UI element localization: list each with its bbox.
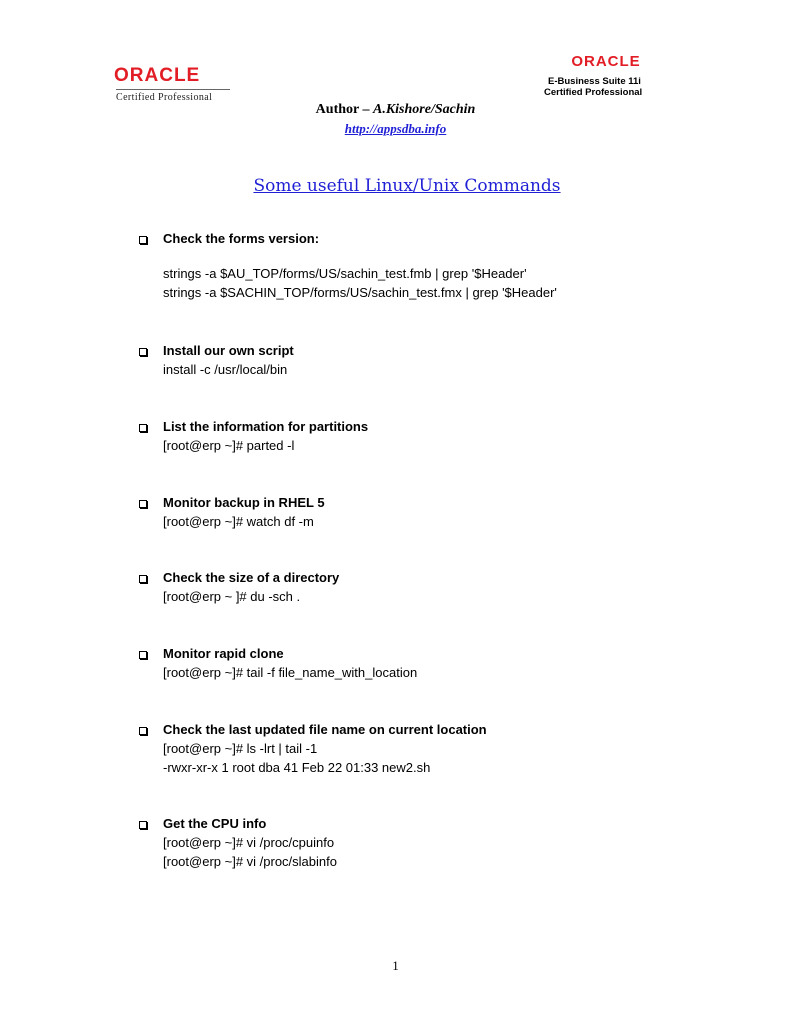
command-line: [root@erp ~ ]# du -sch . [163,589,301,604]
logo-right-line2: Certified Professional [544,87,643,98]
command-line: [root@erp ~]# tail -f file_name_with_location [163,665,418,680]
author-line [0,102,791,118]
checkbox-bullet-icon [139,821,147,829]
section-heading: Check the last updated file name on current location [163,722,487,737]
author-prefix: Author – [315,102,373,117]
command-line: install -c /usr/local/bin [163,362,288,377]
page-number: 1 [392,958,399,973]
checkbox-bullet-icon [139,727,147,735]
command-line: [root@erp ~]# vi /proc/cpuinfo [163,835,335,850]
command-line: strings -a $SACHIN_TOP/forms/US/sachin_test.fmx | grep '$Header' [163,285,557,300]
logo-left-divider [116,89,230,90]
command-line: [root@erp ~]# ls -lrt | tail -1 [163,741,318,756]
checkbox-bullet-icon [139,651,147,659]
checkbox-bullet-icon [139,500,147,508]
checkbox-bullet-icon [139,424,147,432]
section-heading: Monitor rapid clone [163,646,284,661]
oracle-certified-professional-logo [114,66,234,103]
section-heading: Check the size of a directory [163,570,340,585]
command-line: [root@erp ~]# parted -l [163,438,295,453]
logo-right-line1: E-Business Suite 11i [548,76,641,87]
logo-right-brand: ORACLE [571,53,641,70]
oracle-ebs-certified-logo [544,54,674,98]
section-heading: Install our own script [163,343,294,358]
section-heading: Monitor backup in RHEL 5 [163,495,325,510]
document-title: Some useful Linux/Unix Commands [253,176,561,196]
author-name: A.Kishore/Sachin [372,102,476,117]
author-website-link[interactable]: http://appsdba.info [344,121,447,136]
command-output-line: -rwxr-xr-x 1 root dba 41 Feb 22 01:33 new2.sh [163,760,431,775]
checkbox-bullet-icon [139,348,147,356]
command-line: [root@erp ~]# watch df -m [163,514,314,529]
checkbox-bullet-icon [139,236,147,244]
command-line: strings -a $AU_TOP/forms/US/sachin_test.fmb | grep '$Header' [163,266,527,281]
section-heading: Check the forms version: [163,231,320,246]
logo-left-subtitle: Certified Professional [116,92,213,103]
checkbox-bullet-icon [139,575,147,583]
section-heading: Get the CPU info [163,816,267,831]
command-line: [root@erp ~]# vi /proc/slabinfo [163,854,337,869]
section-heading: List the information for partitions [163,419,369,434]
logo-left-brand: ORACLE [114,65,201,86]
